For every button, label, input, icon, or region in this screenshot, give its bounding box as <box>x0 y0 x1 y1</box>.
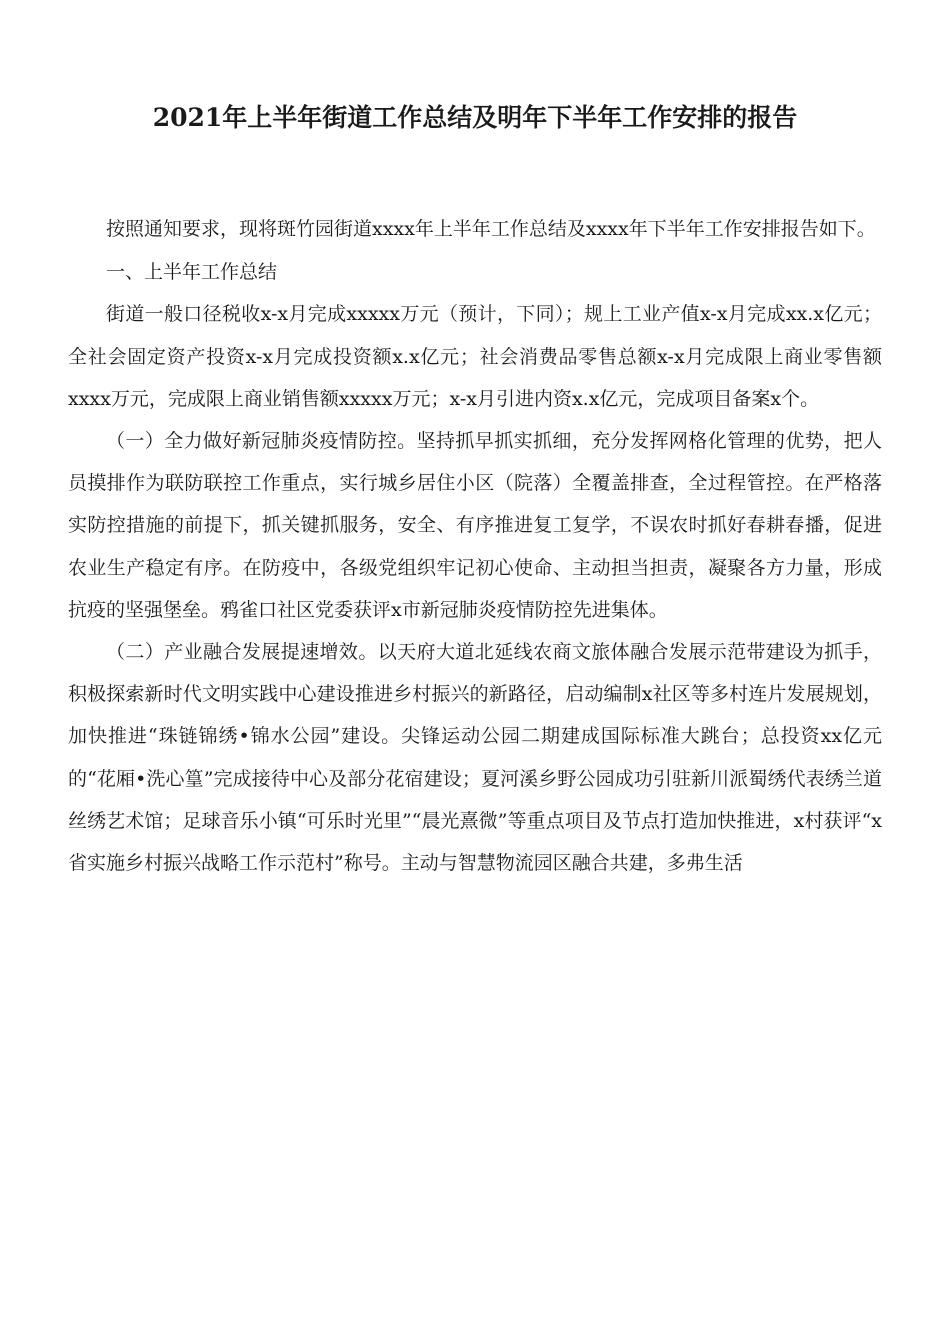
industry-paragraph: （二）产业融合发展提速增效。以天府大道北延线农商文旅体融合发展示范带建设为抓手，积极探索新时代文明实践中心建设推进乡村振兴的新路径，启动编制x社区等多村连片发展规划，加快推进“珠链锦绣•锦水公园”建设。尖锋运动公园二期建成国际标准大跳台；总投资xx亿元的“花厢•洗心篁”完成接待中心及部分花宿建设；夏河溪乡野公园成功引驻新川派蜀绣代表绣兰道丝绣艺术馆；足球音乐小镇“可乐时光里”“晨光熹微”等重点项目及节点打造加快推进，x村获评“x省实施乡村振兴战略工作示范村”称号。主动与智慧物流园区融合共建，多弗生活 <box>68 641 882 875</box>
document-title: 2021年上半年街道工作总结及明年下半年工作安排的报告 <box>152 103 798 132</box>
epidemic-paragraph: （一）全力做好新冠肺炎疫情防控。坚持抓早抓实抓细，充分发挥网格化管理的优势，把人员摸排作为联防联控工作重点，实行城乡居住小区（院落）全覆盖排查，全过程管控。在严格落实防控措施的前提下，抓关键抓服务，安全、有序推进复工复学，不误农时抓好春耕春播，促进农业生产稳定有序。在防疫中，各级党组织牢记初心使命、主动担当担责，凝聚各方力量，形成抗疫的坚强堡垒。鸦雀口社区党委获评x市新冠肺炎疫情防控先进集体。 <box>68 430 882 621</box>
summary-paragraph: 街道一般口径税收x-x月完成xxxxx万元（预计，下同）；规上工业产值x-x月完成xx.x亿元；全社会固定资产投资x-x月完成投资额x.x亿元；社会消费品零售总额x-x月完成限上商业零售额xxxx万元，完成限上商业销售额xxxxx万元；x-x月引进内资x.x亿元，完成项目备案x个。 <box>68 303 882 410</box>
intro-paragraph: 按照通知要求，现将斑竹园街道xxxx年上半年工作总结及xxxx年下半年工作安排报告如下。 <box>106 218 876 240</box>
section-heading-1: 一、上半年工作总结 <box>106 261 278 284</box>
document-body <box>68 208 882 884</box>
